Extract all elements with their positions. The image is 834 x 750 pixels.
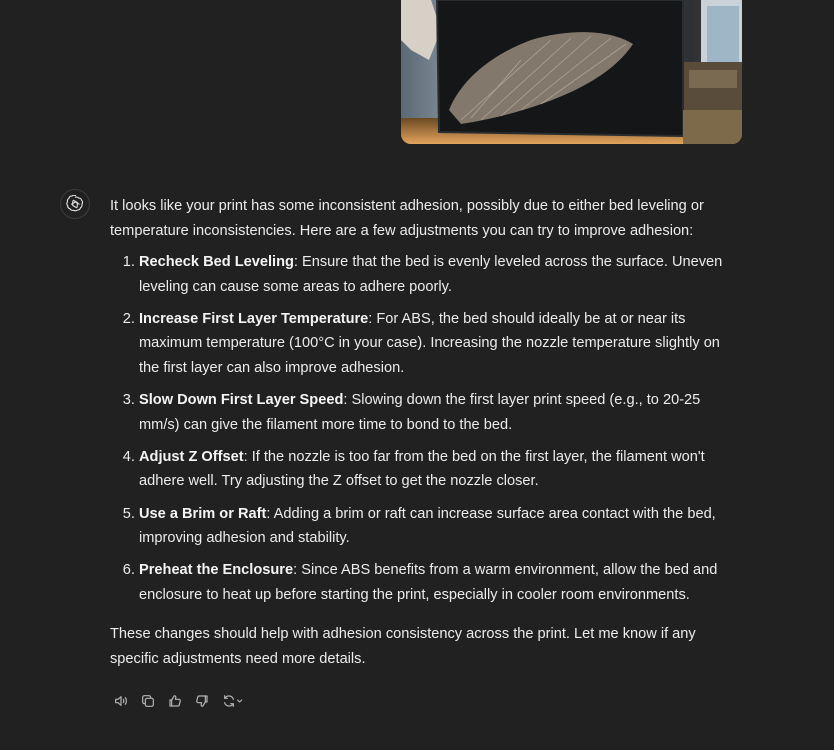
assistant-avatar (60, 189, 90, 219)
list-item-title: Use a Brim or Raft (139, 505, 267, 522)
message-actions (110, 690, 248, 712)
list-item-title: Recheck Bed Leveling (139, 254, 294, 271)
list-item-title: Adjust Z Offset (139, 448, 244, 465)
list-item-text: : Since ABS benefits from a warm environment, allow the bed and enclosure to heat up before starting the print, especially in cooler room environments. (139, 562, 718, 603)
read-aloud-button[interactable] (110, 691, 131, 712)
copy-icon (140, 693, 156, 709)
list-item (139, 445, 744, 494)
print-bed-photo (401, 0, 742, 144)
list-item-text: : Adding a brim or raft can increase surface area contact with the bed, improving adhesion and stability. (139, 505, 716, 547)
openai-logo-icon (66, 195, 84, 213)
list-item (139, 388, 744, 437)
speaker-icon (113, 693, 129, 709)
good-response-button[interactable] (164, 691, 185, 712)
message-intro: It looks like your print has some inconsistent adhesion, possibly due to either bed leveling or temperature inconsistencies. Here are a few adjustments you can try to improve adhesion: (110, 198, 704, 239)
list-item (139, 250, 744, 299)
list-item-text: : For ABS, the bed should ideally be at or near its maximum temperature (100°C in your case). Increasing the nozzle temperature slightly on the first layer can also improve adhesion. (139, 310, 720, 377)
user-uploaded-image[interactable] (401, 0, 742, 144)
list-item-text: : Slowing down the first layer print speed (e.g., to 20-25 mm/s) can give the filament more time to bond to the bed. (139, 392, 701, 433)
thumbs-up-icon (167, 693, 183, 709)
list-item (139, 558, 744, 607)
list-item (139, 502, 744, 551)
list-item (139, 307, 744, 381)
message-outro: These changes should help with adhesion consistency across the print. Let me know if any specific adjustments need more details. (110, 626, 696, 667)
regenerate-button[interactable] (218, 691, 248, 712)
list-item-title: Slow Down First Layer Speed (139, 392, 344, 409)
list-item-text: : If the nozzle is too far from the bed on the first layer, the filament won't adhere well. Try adjusting the Z offset to get the nozzle closer. (139, 448, 705, 490)
copy-button[interactable] (137, 691, 158, 712)
thumbs-down-icon (194, 693, 210, 709)
bad-response-button[interactable] (191, 691, 212, 712)
suggestion-list (110, 250, 744, 607)
assistant-message (110, 194, 744, 672)
list-item-text: : Ensure that the bed is evenly leveled across the surface. Uneven leveling can cause some areas to adhere poorly. (139, 254, 723, 295)
list-item-title: Preheat the Enclosure (139, 562, 294, 579)
list-item-title: Increase First Layer Temperature (139, 310, 369, 327)
refresh-chevron-icon (219, 693, 247, 709)
